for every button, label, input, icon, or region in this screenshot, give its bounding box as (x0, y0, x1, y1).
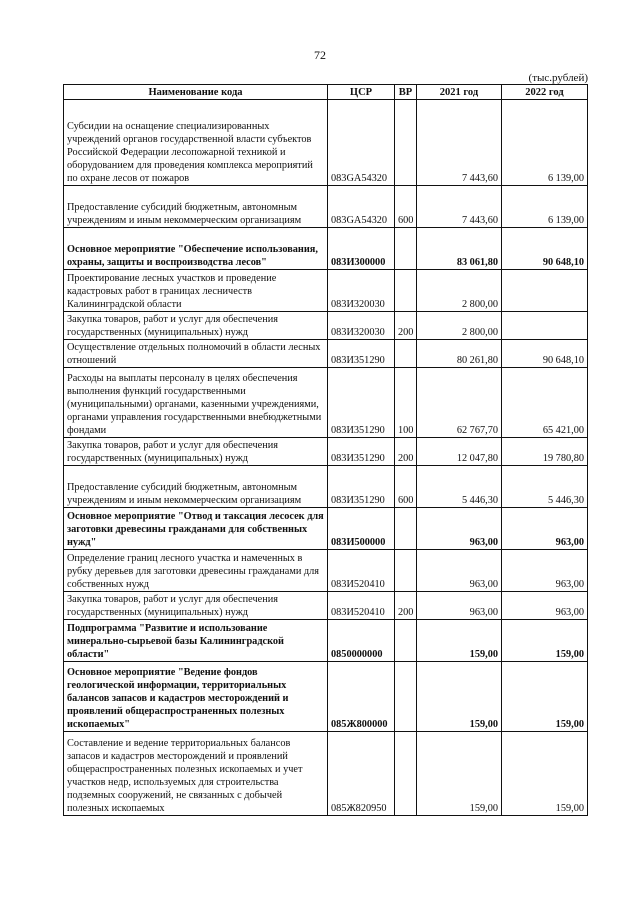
row-csr: 083GA54320 (328, 100, 395, 186)
row-2021: 963,00 (417, 592, 502, 620)
row-2021: 2 800,00 (417, 312, 502, 340)
row-2021: 963,00 (417, 550, 502, 592)
row-csr: 083GA54320 (328, 186, 395, 228)
row-2021: 62 767,70 (417, 368, 502, 438)
row-2022: 65 421,00 (502, 368, 588, 438)
table-row (64, 732, 588, 816)
row-vr: 200 (395, 592, 417, 620)
row-2021: 80 261,80 (417, 340, 502, 368)
row-2022: 19 780,80 (502, 438, 588, 466)
row-name: Составление и ведение территориальных балансов запасов и кадастров месторождений и проявлений общераспространенных полезных ископаемых и учет участков недр, используемых для строительства подземных сооружений, не связанных с добычей полезных ископаемых (64, 732, 328, 816)
row-csr: 083И320030 (328, 270, 395, 312)
table-row (64, 620, 588, 662)
row-vr (395, 100, 417, 186)
row-2022: 963,00 (502, 592, 588, 620)
row-csr: 0850000000 (328, 620, 395, 662)
row-2022: 159,00 (502, 620, 588, 662)
table-row (64, 438, 588, 466)
row-name: Проектирование лесных участков и проведение кадастровых работ в границах лесничеств Калининградской области (64, 270, 328, 312)
row-2021: 5 446,30 (417, 466, 502, 508)
row-2021: 159,00 (417, 732, 502, 816)
row-2021: 2 800,00 (417, 270, 502, 312)
row-csr: 085Ж800000 (328, 662, 395, 732)
row-vr (395, 340, 417, 368)
row-2022: 963,00 (502, 550, 588, 592)
row-name: Определение границ лесного участка и намеченных в рубку деревьев для заготовки древесины гражданами для собственных нужд (64, 550, 328, 592)
row-name: Закупка товаров, работ и услуг для обеспечения государственных (муниципальных) нужд (64, 592, 328, 620)
table-header-row (64, 85, 588, 100)
table-row (64, 466, 588, 508)
row-vr (395, 270, 417, 312)
table-row (64, 186, 588, 228)
row-vr (395, 662, 417, 732)
table-row (64, 592, 588, 620)
table-row (64, 340, 588, 368)
row-name: Субсидии на оснащение специализированных учреждений органов государственной власти субъектов Российской Федерации лесопожарной техникой и оборудованием для проведения комплекса мероприятий по охране лесов от пожаров (64, 100, 328, 186)
row-2022: 5 446,30 (502, 466, 588, 508)
table-row (64, 508, 588, 550)
row-2021: 159,00 (417, 620, 502, 662)
row-vr (395, 732, 417, 816)
row-2022: 6 139,00 (502, 100, 588, 186)
row-csr: 083И520410 (328, 592, 395, 620)
row-name: Подпрограмма "Развитие и использование минерально-сырьевой базы Калининградской области" (64, 620, 328, 662)
row-2022: 90 648,10 (502, 340, 588, 368)
row-vr: 200 (395, 312, 417, 340)
row-2021: 963,00 (417, 508, 502, 550)
table-row (64, 312, 588, 340)
row-vr (395, 550, 417, 592)
row-csr: 083И351290 (328, 438, 395, 466)
header-name: Наименование кода (64, 85, 328, 100)
row-name: Закупка товаров, работ и услуг для обеспечения государственных (муниципальных) нужд (64, 438, 328, 466)
row-2022 (502, 312, 588, 340)
row-vr: 600 (395, 466, 417, 508)
row-name: Предоставление субсидий бюджетным, автономным учреждениям и иным некоммерческим организациям (64, 186, 328, 228)
row-name: Расходы на выплаты персоналу в целях обеспечения выполнения функций государственными (муниципальными) органами, казенными учреждениями, органами управления государственными внебюджетными фондами (64, 368, 328, 438)
row-2021: 12 047,80 (417, 438, 502, 466)
row-vr (395, 620, 417, 662)
row-csr: 083И351290 (328, 368, 395, 438)
row-2021: 159,00 (417, 662, 502, 732)
row-2022: 963,00 (502, 508, 588, 550)
table-row (64, 100, 588, 186)
budget-table (63, 84, 588, 816)
row-name: Основное мероприятие "Ведение фондов геологической информации, территориальных балансов запасов и кадастров месторождений и проявлений общераспространенных полезных ископаемых" (64, 662, 328, 732)
row-csr: 083И520410 (328, 550, 395, 592)
row-name: Закупка товаров, работ и услуг для обеспечения государственных (муниципальных) нужд (64, 312, 328, 340)
row-vr: 600 (395, 186, 417, 228)
table-row (64, 228, 588, 270)
row-vr: 200 (395, 438, 417, 466)
header-2021: 2021 год (417, 85, 502, 100)
table-row (64, 270, 588, 312)
row-2021: 83 061,80 (417, 228, 502, 270)
table-row (64, 368, 588, 438)
units-label: (тыс.рублей) (528, 72, 588, 84)
row-csr: 083И320030 (328, 312, 395, 340)
page-number: 72 (314, 48, 326, 62)
row-csr: 083И351290 (328, 340, 395, 368)
table-row (64, 550, 588, 592)
row-vr (395, 508, 417, 550)
row-csr: 083И500000 (328, 508, 395, 550)
table-row (64, 662, 588, 732)
row-2022: 6 139,00 (502, 186, 588, 228)
header-vr: ВР (395, 85, 417, 100)
row-2022: 90 648,10 (502, 228, 588, 270)
row-2022 (502, 270, 588, 312)
row-name: Предоставление субсидий бюджетным, автономным учреждениям и иным некоммерческим организациям (64, 466, 328, 508)
row-name: Основное мероприятие "Отвод и таксация лесосек для заготовки древесины гражданами для собственных нужд" (64, 508, 328, 550)
row-2021: 7 443,60 (417, 100, 502, 186)
row-2022: 159,00 (502, 662, 588, 732)
row-name: Основное мероприятие "Обеспечение использования, охраны, защиты и воспроизводства лесов" (64, 228, 328, 270)
row-name: Осуществление отдельных полномочий в области лесных отношений (64, 340, 328, 368)
row-2022: 159,00 (502, 732, 588, 816)
row-csr: 085Ж820950 (328, 732, 395, 816)
header-csr: ЦСР (328, 85, 395, 100)
row-vr: 100 (395, 368, 417, 438)
row-csr: 083И300000 (328, 228, 395, 270)
row-vr (395, 228, 417, 270)
row-csr: 083И351290 (328, 466, 395, 508)
row-2021: 7 443,60 (417, 186, 502, 228)
header-2022: 2022 год (502, 85, 588, 100)
